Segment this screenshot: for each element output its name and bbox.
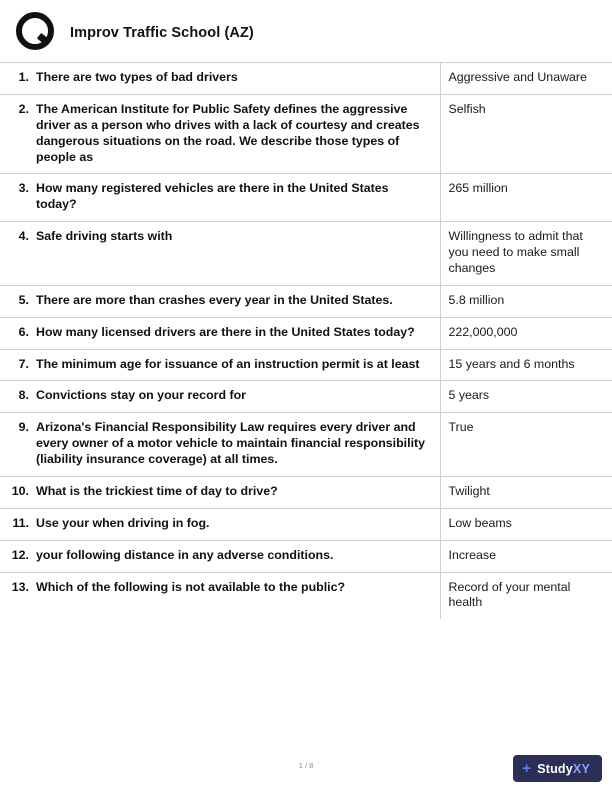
quizlet-q-icon [14, 12, 56, 54]
row-answer: Increase [448, 547, 497, 562]
table-row [0, 413, 612, 477]
table-row [0, 381, 612, 413]
row-number: 7. [18, 356, 29, 371]
row-answer: Low beams [448, 515, 512, 530]
row-answer: Twilight [448, 483, 490, 498]
row-answer: Aggressive and Unaware [448, 70, 587, 84]
table-row [0, 285, 612, 317]
row-number: 13. [11, 579, 29, 594]
row-number: 8. [18, 388, 29, 403]
row-question: The American Institute for Public Safety defines the aggressive driver as a person who drives with a lack of courtesy and creates dangerous situations on the road. We describe those types of people as [34, 94, 440, 174]
row-question: The minimum age for issuance of an instruction permit is at least [34, 349, 440, 381]
row-number: 1. [18, 70, 29, 84]
row-answer: 15 years and 6 months [448, 356, 575, 371]
row-question: Which of the following is not available to the public? [34, 572, 440, 619]
row-answer: Selfish [448, 101, 486, 116]
row-answer: 5.8 million [448, 292, 505, 307]
row-number: 4. [18, 229, 29, 244]
row-number: 6. [18, 324, 29, 339]
row-question: your following distance in any adverse conditions. [34, 540, 440, 572]
page-title: Improv Traffic School (AZ) [70, 25, 254, 41]
table-row [0, 349, 612, 381]
row-answer: Record of your mental health [448, 579, 571, 610]
row-question: What is the trickiest time of day to drive? [34, 476, 440, 508]
question-answer-table [0, 62, 612, 619]
row-answer: 5 years [448, 388, 490, 403]
watermark-brand [537, 762, 590, 776]
watermark-brand-main: Study [537, 761, 573, 776]
table-row [0, 540, 612, 572]
row-question: How many licensed drivers are there in the United States today? [34, 317, 440, 349]
table-row [0, 94, 612, 174]
row-question: Convictions stay on your record for [34, 381, 440, 413]
row-number: 3. [18, 181, 29, 196]
table-row [0, 572, 612, 619]
row-number: 2. [18, 101, 29, 116]
studyxy-watermark [513, 755, 602, 782]
row-question: There are more than crashes every year in the United States. [34, 285, 440, 317]
row-answer: Willingness to admit that you need to make small changes [448, 229, 583, 275]
page-number: 1 / 8 [298, 761, 314, 770]
row-answer: True [448, 420, 474, 435]
row-question: How many registered vehicles are there in the United States today? [34, 174, 440, 222]
row-number: 9. [18, 420, 29, 435]
plus-icon: + [522, 760, 532, 777]
table-row [0, 476, 612, 508]
row-number: 5. [18, 292, 29, 307]
row-question: Arizona's Financial Responsibility Law requires every driver and every owner of a motor vehicle to maintain financial responsibility (liability insurance coverage) at all times. [34, 413, 440, 477]
table-row [0, 317, 612, 349]
table-body [0, 63, 612, 620]
watermark-brand-accent: XY [572, 761, 590, 776]
row-question: Use your when driving in fog. [34, 508, 440, 540]
row-answer: 265 million [448, 181, 508, 196]
row-question: There are two types of bad drivers [34, 63, 440, 95]
row-number: 10. [11, 483, 29, 498]
table-row [0, 174, 612, 222]
document-header [0, 0, 612, 62]
row-number: 12. [11, 547, 29, 562]
table-row [0, 508, 612, 540]
row-number: 11. [12, 515, 29, 530]
row-question: Safe driving starts with [34, 222, 440, 286]
table-row [0, 63, 612, 95]
row-answer: 222,000,000 [448, 324, 518, 339]
table-row [0, 222, 612, 286]
